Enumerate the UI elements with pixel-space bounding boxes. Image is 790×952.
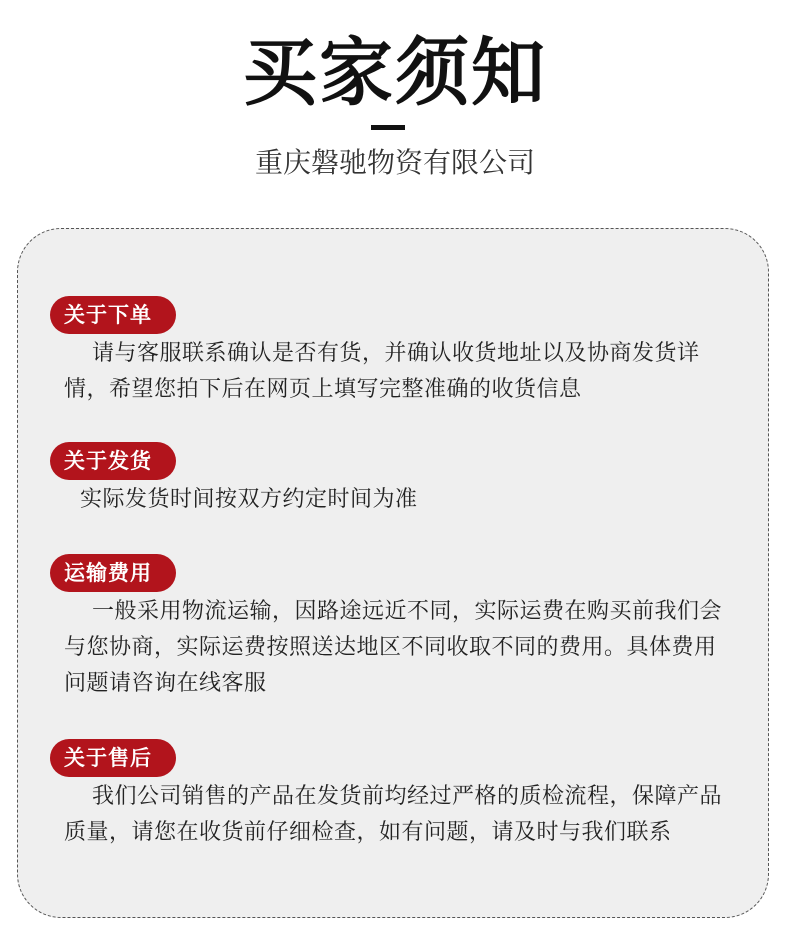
section-shipping <box>50 442 740 518</box>
page-title: 买家须知 <box>243 30 547 116</box>
section-heading-badge: 关于发货 <box>50 442 176 480</box>
section-text: 实际发货时间按双方约定时间为准 <box>80 487 418 512</box>
section-heading-badge: 关于下单 <box>50 296 176 334</box>
section-heading-badge: 运输费用 <box>50 554 176 592</box>
title-divider <box>371 125 405 130</box>
section-ordering <box>50 296 724 408</box>
company-name: 重庆磐驰物资有限公司 <box>254 146 535 179</box>
section-freight <box>50 554 724 702</box>
section-text: 我们公司销售的产品在发货前均经过严格的质检流程，保障产品质量，请您在收货前仔细检查，如有问题，请及时与我们联系 <box>64 784 723 845</box>
section-text: 请与客服联系确认是否有货，并确认收货地址以及协商发货详情，希望您拍下后在网页上填写完整准确的收货信息 <box>64 341 700 402</box>
section-heading-badge: 关于售后 <box>50 739 176 777</box>
section-text: 一般采用物流运输，因路途远近不同，实际运费在购买前我们会与您协商，实际运费按照送达地区不同收取不同的费用。具体费用问题请咨询在线客服 <box>64 599 723 696</box>
section-after-sales <box>50 739 724 851</box>
